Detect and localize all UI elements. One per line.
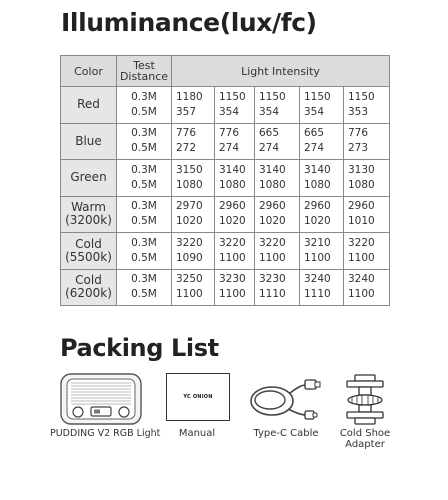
distance-value: 0.3M xyxy=(131,273,157,286)
intensity-value: 3210 xyxy=(304,236,331,249)
intensity-value: 1100 xyxy=(176,288,203,301)
intensity-value: 1010 xyxy=(348,215,375,228)
distance-value: 0.5M xyxy=(131,105,157,118)
rgb-light-icon xyxy=(60,373,142,425)
intensity-value: 1020 xyxy=(259,215,286,228)
intensity-cell xyxy=(344,160,390,197)
intensity-value: 1100 xyxy=(219,288,246,301)
manual-box-text: YC ONION xyxy=(183,394,213,400)
intensity-value: 3150 xyxy=(176,163,203,176)
color-name: Warm xyxy=(71,200,106,215)
intensity-cell xyxy=(172,87,215,124)
intensity-value: 274 xyxy=(304,142,325,155)
intensity-cell xyxy=(300,233,344,270)
intensity-value: 1150 xyxy=(219,90,246,103)
intensity-value: 1180 xyxy=(176,90,203,103)
intensity-value: 354 xyxy=(219,105,240,118)
color-cell xyxy=(61,160,117,197)
cable-icon xyxy=(246,375,322,425)
distance-cell xyxy=(117,233,172,270)
header-color: Color xyxy=(61,56,117,87)
distance-value: 0.5M xyxy=(131,215,157,228)
distance-cell xyxy=(117,123,172,160)
intensity-value: 1090 xyxy=(176,251,203,264)
intensity-cell xyxy=(344,269,390,306)
intensity-value: 3240 xyxy=(348,273,375,286)
intensity-cell xyxy=(300,160,344,197)
table-header-row xyxy=(61,56,390,87)
intensity-cell xyxy=(215,233,255,270)
intensity-value: 1100 xyxy=(259,251,286,264)
intensity-cell xyxy=(255,123,300,160)
intensity-value: 3230 xyxy=(219,273,246,286)
distance-value: 0.3M xyxy=(131,90,157,103)
intensity-cell xyxy=(215,123,255,160)
color-cell xyxy=(61,269,117,306)
intensity-cell xyxy=(172,123,215,160)
intensity-value: 354 xyxy=(304,105,325,118)
cold-shoe-icon xyxy=(343,373,387,427)
intensity-cell xyxy=(255,160,300,197)
intensity-value: 2970 xyxy=(176,200,203,213)
intensity-cell xyxy=(172,196,215,233)
color-name: Cold xyxy=(75,273,102,288)
intensity-value: 3230 xyxy=(259,273,286,286)
intensity-value: 3140 xyxy=(304,163,331,176)
intensity-value: 2960 xyxy=(304,200,331,213)
intensity-cell xyxy=(344,123,390,160)
cold-shoe-label-line1: Cold Shoe xyxy=(339,428,391,439)
color-name: Green xyxy=(70,170,107,185)
color-temperature: (6200k) xyxy=(65,286,112,301)
intensity-cell xyxy=(255,233,300,270)
intensity-value: 2960 xyxy=(219,200,246,213)
intensity-value: 1100 xyxy=(348,288,375,301)
intensity-value: 665 xyxy=(304,127,325,140)
intensity-value: 354 xyxy=(259,105,280,118)
table-row xyxy=(61,160,390,197)
table-row xyxy=(61,233,390,270)
color-cell xyxy=(61,123,117,160)
color-cell xyxy=(61,196,117,233)
intensity-value: 1150 xyxy=(348,90,375,103)
intensity-value: 1100 xyxy=(219,251,246,264)
distance-value: 0.5M xyxy=(131,288,157,301)
intensity-value: 1020 xyxy=(219,215,246,228)
intensity-cell xyxy=(344,233,390,270)
intensity-value: 1080 xyxy=(304,178,331,191)
intensity-value: 3220 xyxy=(219,236,246,249)
table-row xyxy=(61,87,390,124)
intensity-cell xyxy=(215,87,255,124)
intensity-value: 3140 xyxy=(259,163,286,176)
intensity-cell xyxy=(255,269,300,306)
distance-value: 0.5M xyxy=(131,251,157,264)
distance-value: 0.5M xyxy=(131,142,157,155)
header-intensity: Light Intensity xyxy=(172,56,390,87)
table-row xyxy=(61,196,390,233)
intensity-value: 1080 xyxy=(259,178,286,191)
cable-label: Type-C Cable xyxy=(253,428,319,439)
intensity-cell xyxy=(300,196,344,233)
intensity-cell xyxy=(300,87,344,124)
intensity-value: 2960 xyxy=(348,200,375,213)
intensity-cell xyxy=(215,269,255,306)
intensity-value: 272 xyxy=(176,142,197,155)
intensity-value: 274 xyxy=(259,142,280,155)
distance-cell xyxy=(117,160,172,197)
distance-value: 0.3M xyxy=(131,163,157,176)
intensity-value: 1110 xyxy=(304,288,331,301)
color-cell xyxy=(61,87,117,124)
intensity-value: 353 xyxy=(348,105,369,118)
distance-value: 0.5M xyxy=(131,178,157,191)
color-temperature: (5500k) xyxy=(65,249,112,264)
intensity-value: 2960 xyxy=(259,200,286,213)
intensity-value: 274 xyxy=(219,142,240,155)
distance-value: 0.3M xyxy=(131,127,157,140)
packing-title: Packing List xyxy=(60,334,219,362)
intensity-value: 3240 xyxy=(304,273,331,286)
header-distance: Test Distance xyxy=(117,56,172,87)
intensity-value: 776 xyxy=(219,127,240,140)
intensity-value: 1080 xyxy=(176,178,203,191)
intensity-value: 3220 xyxy=(176,236,203,249)
intensity-cell xyxy=(300,123,344,160)
intensity-value: 1150 xyxy=(259,90,286,103)
page-title: Illuminance(lux/fc) xyxy=(61,8,317,37)
intensity-value: 1150 xyxy=(304,90,331,103)
intensity-value: 3140 xyxy=(219,163,246,176)
color-name: Cold xyxy=(75,236,102,251)
intensity-value: 1080 xyxy=(219,178,246,191)
intensity-cell xyxy=(344,87,390,124)
intensity-cell xyxy=(344,196,390,233)
intensity-value: 357 xyxy=(176,105,197,118)
color-name: Red xyxy=(77,97,100,112)
intensity-cell xyxy=(300,269,344,306)
color-cell xyxy=(61,233,117,270)
intensity-cell xyxy=(255,196,300,233)
intensity-value: 3130 xyxy=(348,163,375,176)
table-row xyxy=(61,123,390,160)
intensity-value: 665 xyxy=(259,127,280,140)
rgb-light-label: PUDDING V2 RGB Light xyxy=(50,428,161,439)
intensity-value: 273 xyxy=(348,142,369,155)
intensity-cell xyxy=(172,233,215,270)
distance-cell xyxy=(117,196,172,233)
distance-value: 0.3M xyxy=(131,200,157,213)
color-temperature: (3200k) xyxy=(65,213,112,228)
intensity-cell xyxy=(172,269,215,306)
intensity-value: 3220 xyxy=(259,236,286,249)
intensity-value: 776 xyxy=(348,127,369,140)
intensity-value: 1110 xyxy=(259,288,286,301)
intensity-value: 1100 xyxy=(348,251,375,264)
intensity-cell xyxy=(215,196,255,233)
cold-shoe-label-line2: Adapter xyxy=(345,439,385,450)
distance-value: 0.3M xyxy=(131,236,157,249)
intensity-value: 776 xyxy=(176,127,197,140)
distance-cell xyxy=(117,87,172,124)
intensity-cell xyxy=(172,160,215,197)
intensity-value: 3250 xyxy=(176,273,203,286)
intensity-value: 1020 xyxy=(304,215,331,228)
color-name: Blue xyxy=(75,133,102,148)
intensity-value: 1080 xyxy=(348,178,375,191)
manual-icon xyxy=(166,373,230,421)
table-row xyxy=(61,269,390,306)
intensity-value: 1100 xyxy=(304,251,331,264)
intensity-value: 3220 xyxy=(348,236,375,249)
manual-label: Manual xyxy=(178,428,216,439)
illuminance-table xyxy=(60,55,390,306)
intensity-cell xyxy=(255,87,300,124)
distance-cell xyxy=(117,269,172,306)
intensity-cell xyxy=(215,160,255,197)
intensity-value: 1020 xyxy=(176,215,203,228)
